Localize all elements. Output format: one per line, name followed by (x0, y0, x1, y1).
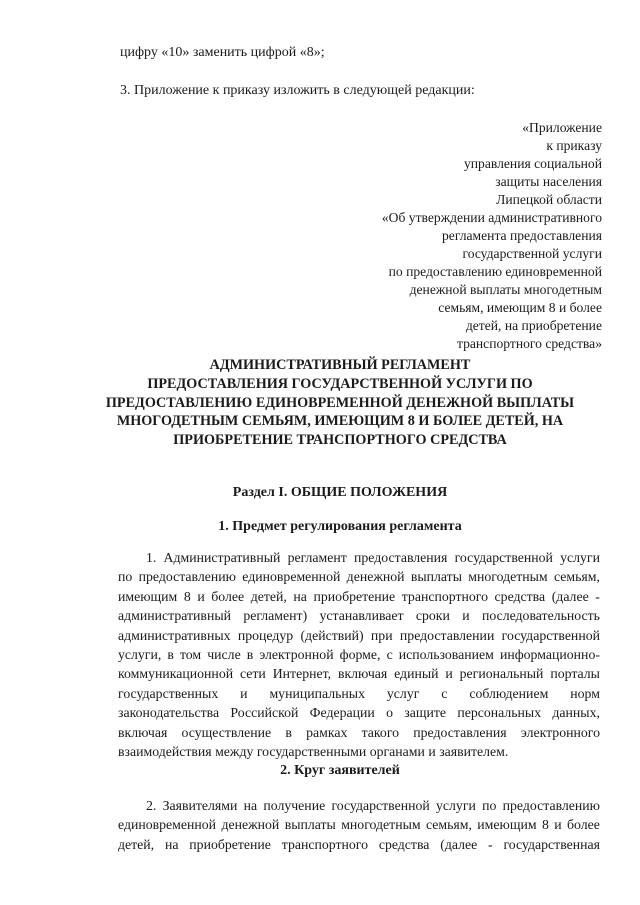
appendix-header-line: государственной услуги (462, 246, 602, 261)
paragraph-line: детей, на приобретение транспортного средства (далее - государственная (118, 836, 600, 852)
title-line: ПРЕДОСТАВЛЕНИЮ ЕДИНОВРЕМЕННОЙ ДЕНЕЖНОЙ ВЫПЛАТЫ (105, 394, 575, 411)
title-line: АДМИНИСТРАТИВНЫЙ РЕГЛАМЕНТ (209, 357, 471, 373)
appendix-header-line: к приказу (546, 138, 602, 153)
appendix-header-line: по предоставлению единовременной (388, 264, 602, 279)
appendix-header-line: семьям, имеющим 8 и более (438, 300, 602, 315)
appendix-header-line: защиты населения (495, 174, 602, 189)
appendix-instruction-line: 3. Приложение к приказу изложить в следующей редакции: (120, 83, 475, 98)
paragraph-line: взаимодействия между государственными органами и заявителем. (118, 743, 509, 759)
appendix-header-line: регламента предоставления (442, 228, 602, 243)
paragraph-line: коммуникационной сети Интернет, включая единый и региональный порталы (118, 666, 600, 682)
paragraph-line: единовременной денежной выплаты многодетным семьям, имеющим 8 и более (118, 817, 600, 833)
amendment-line: цифру «10» заменить цифрой «8»; (120, 45, 325, 60)
paragraph-line: административный регламент) устанавливает сроки и последовательность (118, 608, 600, 624)
appendix-header-line: «Об утверждении административного (381, 210, 602, 225)
title-line: ПРИОБРЕТЕНИЕ ТРАНСПОРТНОГО СРЕДСТВА (173, 432, 507, 449)
appendix-header-line: «Приложение (522, 120, 602, 135)
appendix-header-line: Липецкой области (496, 192, 602, 207)
appendix-header-line: управления социальной (463, 156, 602, 171)
paragraph-line: законодательства Российской Федерации о защите персональных данных, (118, 705, 600, 721)
paragraph-line: государственных и муниципальных услуг с соблюдением норм (118, 685, 600, 701)
paragraph-line: 1. Административный регламент предоставления государственной услуги (146, 550, 600, 565)
subsection-heading: 1. Предмет регулирования регламента (218, 519, 462, 534)
title-line: ПРЕДОСТАВЛЕНИЯ ГОСУДАРСТВЕННОЙ УСЛУГИ ПО (147, 375, 533, 392)
paragraph-line: имеющим 8 и более детей, на приобретение транспортного средства (далее - (118, 588, 600, 604)
paragraph-line: включая осуществление в рамках такого предоставления электронного (118, 724, 600, 740)
paragraph (118, 796, 600, 854)
appendix-header-line: детей, на приобретение (465, 318, 602, 333)
document-title (60, 356, 620, 450)
appendix-header-line: транспортного средства» (456, 336, 602, 351)
title-line: МНОГОДЕТНЫМ СЕМЬЯМ, ИМЕЮЩИМ 8 И БОЛЕЕ ДЕТЕЙ, НА (116, 413, 564, 430)
paragraph-line: по предоставлению единовременной денежной выплаты многодетным семьям, (118, 569, 600, 585)
subsection-heading: 2. Круг заявителей (280, 763, 400, 778)
section-heading: Раздел I. ОБЩИЕ ПОЛОЖЕНИЯ (232, 485, 448, 500)
paragraph-line: услуги, в том числе в электронной форме, с использованием информационно- (118, 646, 600, 662)
appendix-header-line: денежной выплаты многодетным (409, 282, 602, 297)
paragraph-line: административных процедур (действий) при предоставлении государственной (118, 627, 600, 643)
paragraph-line: 2. Заявителями на получение государственной услуги по предоставлению (146, 798, 600, 813)
paragraph (118, 548, 600, 761)
